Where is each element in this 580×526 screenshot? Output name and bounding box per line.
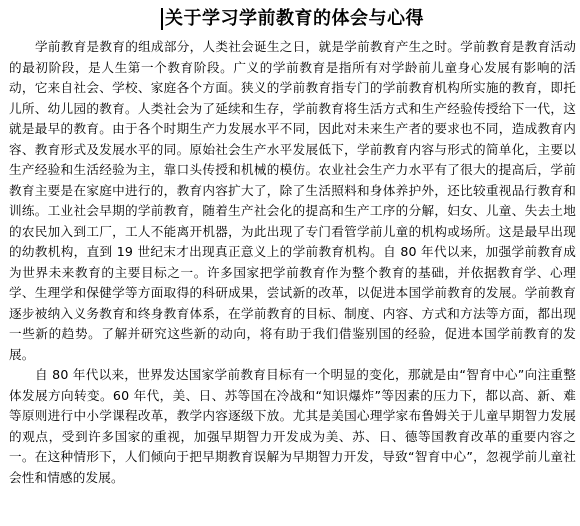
text-cursor xyxy=(161,8,163,30)
paragraph-1: 学前教育是教育的组成部分，人类社会诞生之日，就是学前教育产生之时。学前教育是教育活动的最初阶段，是人生第一个教育阶段。广义的学前教育是指所有对学龄前儿童身心发展有影响的活动，它来自社会、学校、家庭各个方面。狭义的学前教育指专门的学前教育机构所实施的教育，即托儿所、幼儿园的教育。人类社会为了延续和生存，学前教育将生活方式和生产经验传授给下一代，这就是最早的教育。由于各个时期生产力发展水平不同，因此对未来生产者的要求也不同，造成教育内容、教育形式及发展水平的同。原始社会生产水平发展低下，学前教育内容与形式的简单化，主要以生产经验和生活经验为主，靠口头传授和机械的模仿。农业社会生产力水平有了很大的提高后，学前教育主要是在家庭中进行的，教育内容扩大了，除了生活照料和身体养护外，还比较重视品行教育和训练。工业社会早期的学前教育，随着生产社会化的提高和生产工序的分解，妇女、儿童、失去土地的农民加入到工厂，工人不能离开机器，为此出现了专门看管学前儿童的机构或场所。这是最早出现的幼教机构，直到 19 世纪末才出现真正意义上的学前教育机构。自 80 年代以来，加强学前教育成为世界未来教育的主要目标之一。许多国家把学前教育作为整个教育的基础，并依据教育学、心理学、生理学和保健学等方面取得的科研成果，尝试新的改革，以促进本国学前教育的发展。学前教育逐步被纳入义务教育和终身教育体系，在学前教育的目标、制度、内容、方式和方法等方面，都出现一些新的趋势。了解并研究这些新的动向，将有助于我们借鉴别国的经验，促进本国学前教育的发展。 xyxy=(9,39,576,362)
title-row xyxy=(9,5,576,32)
paragraph-2: 自 80 年代以来，世界发达国家学前教育目标有一个明显的变化，那就是由“智育中心”向注重整体发展方向转变。60 年代，美、日、苏等国在冷战和“知识爆炸”等因素的压力下，都以高、新、难等原则进行中小学课程改革，教学内容逐级下放。尤其是美国心理学家布鲁姆关于儿童早期智力发展的观点，受到许多国家的重视，加强早期智力开发成为美、苏、日、德等国教育改革的重要内容之一。在这种情形下，人们倾向于把早期教育误解为早期智力开发，导致“智育中心”，忽视学前儿童社会性和情感的发展。 xyxy=(9,367,576,485)
document-title: 关于学习学前教育的体会与心得 xyxy=(165,7,424,29)
